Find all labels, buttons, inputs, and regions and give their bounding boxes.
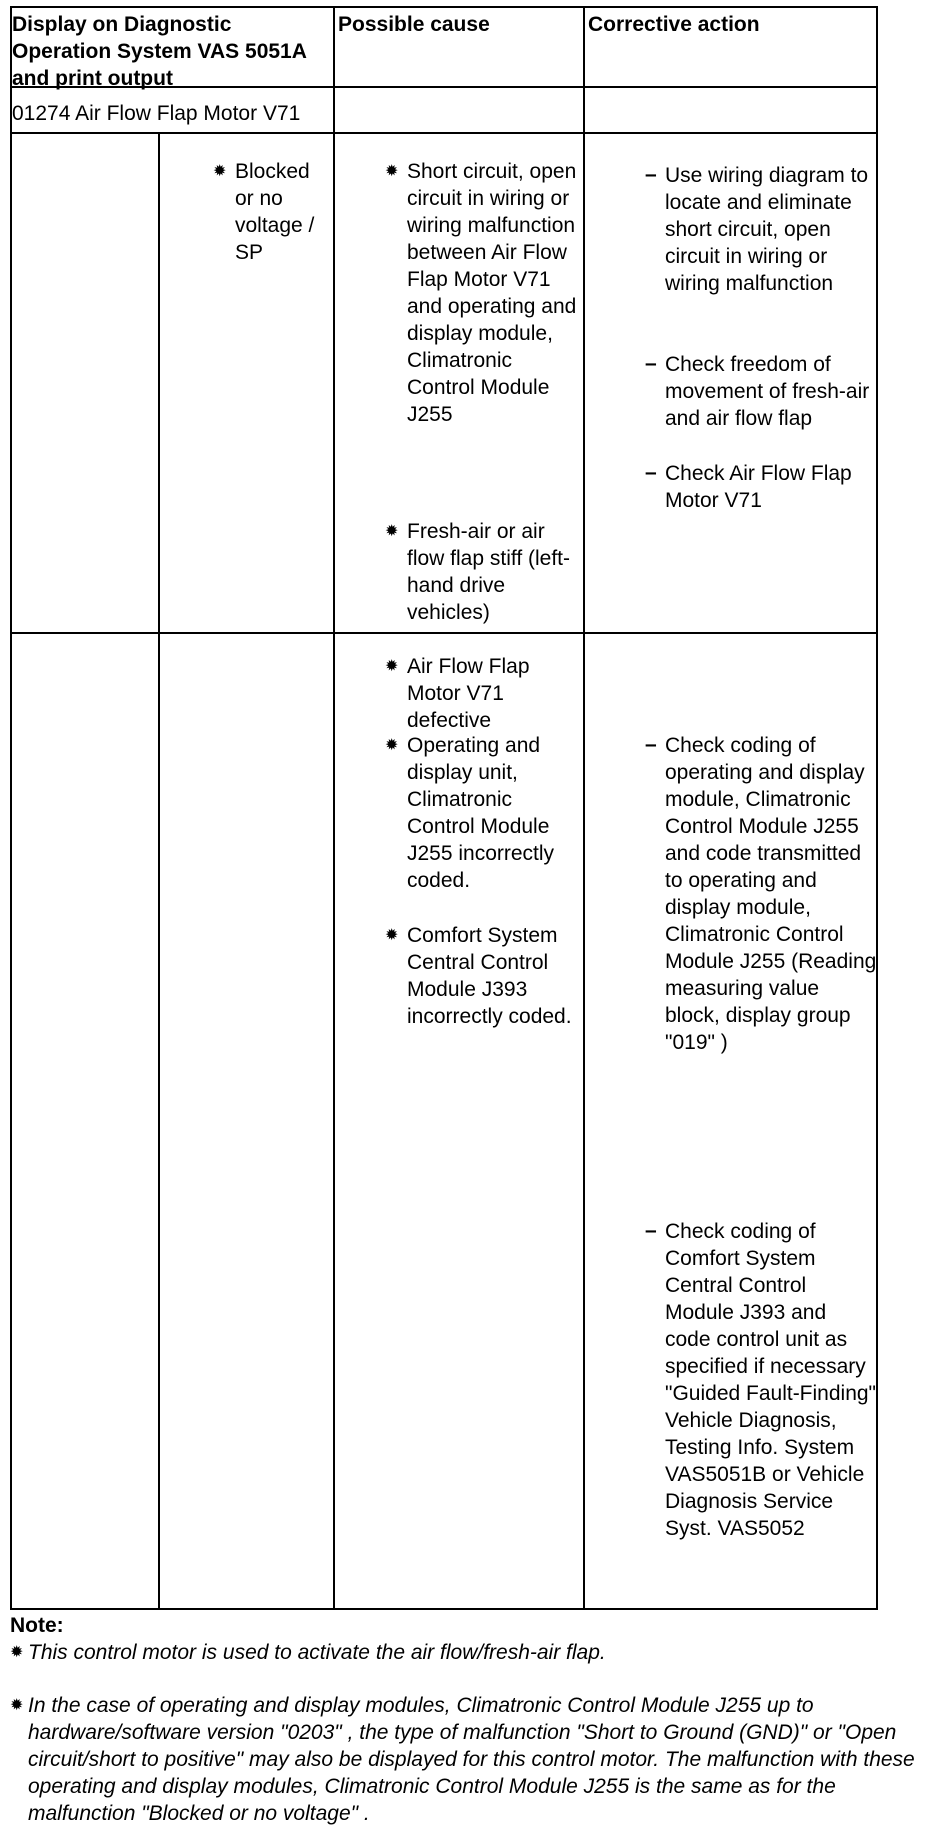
header-cause: Possible cause [338,13,490,36]
action-item [645,732,877,1056]
note-item [10,1639,940,1666]
action-item [645,351,877,432]
dash-bullet-icon: – [645,733,657,756]
cause-item [385,518,581,626]
dash-bullet-icon: – [645,352,657,375]
note-title: Note: [10,1614,64,1637]
cause-item [385,653,581,734]
dash-bullet-icon: – [645,1219,657,1242]
code-row-divider [12,132,876,134]
sub-column-divider [158,132,160,1610]
action-text: Check freedom of movement of fresh-air and air flow flap [665,353,870,430]
action-item [645,162,877,297]
condition-item [213,158,331,266]
action-text: Check Air Flow Flap Motor V71 [665,462,852,512]
note-item [10,1692,940,1827]
asterisk-bullet-icon: ✹ [385,523,399,540]
diagnostic-table [10,6,878,1610]
dash-bullet-icon: – [645,461,657,484]
cause-item [385,922,581,1030]
cause-text: Comfort System Central Control Module J393 incorrectly coded. [407,924,572,1028]
asterisk-bullet-icon: ✹ [213,163,227,180]
asterisk-bullet-icon: ✹ [385,927,399,944]
cause-text: Fresh-air or air flow flap stiff (left-hand drive vehicles) [407,520,570,624]
condition-text: Blocked or no voltage / SP [235,160,315,264]
asterisk-bullet-icon: ✹ [10,1697,24,1714]
note-text: In the case of operating and display modules, Climatronic Control Module J255 up to hardware/software version "0203" , the type of malfunction "Short to Ground (GND)" or "Open circuit/short to positive" may also be displayed for this control motor. The malfunction with these operating and display modules, Climatronic Control Module J255 is the same as for the malfunction "Blocked or no voltage" . [28,1694,915,1825]
header-display: Display on Diagnostic Operation System VAS 5051A and print output [12,13,307,90]
row1-divider [12,632,876,634]
cause-text: Short circuit, open circuit in wiring or wiring malfunction between Air Flow Flap Motor V71 and operating and display module, Climatronic Control Module J255 [407,160,577,426]
asterisk-bullet-icon: ✹ [10,1644,24,1661]
dash-bullet-icon: – [645,163,657,186]
cause-column-divider [333,8,335,1610]
cause-item [385,732,581,894]
asterisk-bullet-icon: ✹ [385,737,399,754]
notes-section [10,1612,940,1827]
cause-text: Operating and display unit, Climatronic Control Module J255 incorrectly coded. [407,734,555,892]
note-text: This control motor is used to activate the air flow/fresh-air flap. [28,1641,606,1664]
asterisk-bullet-icon: ✹ [385,163,399,180]
fault-code-label: 01274 Air Flow Flap Motor V71 [12,102,301,125]
cause-text: Air Flow Flap Motor V71 defective [407,655,530,732]
action-text: Check coding of Comfort System Central Control Module J393 and code control unit as specified if necessary "Guided Fault-Finding" Vehicle Diagnosis, Testing Info. System VAS5051B or Vehicle Diagnosis Service Syst. VAS5052 [665,1220,877,1540]
action-item [645,1218,877,1542]
header-action: Corrective action [588,13,760,36]
action-item [645,460,877,514]
asterisk-bullet-icon: ✹ [385,658,399,675]
action-text: Check coding of operating and display module, Climatronic Control Module J255 and code transmitted to operating and display module, Climatronic Control Module J255 (Reading measuring value block, display group "019" ) [665,734,877,1054]
action-column-divider [583,8,585,1610]
cause-item [385,158,581,428]
action-text: Use wiring diagram to locate and eliminate short circuit, open circuit in wiring or wiring malfunction [665,164,869,295]
